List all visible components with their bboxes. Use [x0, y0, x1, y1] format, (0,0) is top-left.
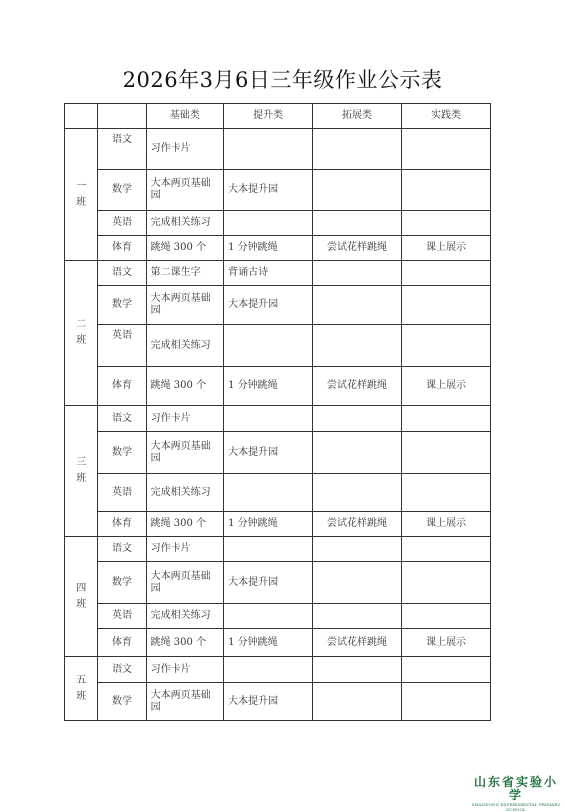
page-title: 2026年3月6日三年级作业公示表 — [122, 68, 443, 92]
subject-cell: 英语 — [98, 211, 146, 236]
extend-cell — [313, 562, 402, 604]
practice-cell: 课上展示 — [401, 629, 490, 657]
basic-cell: 大本两页基础园 — [146, 683, 223, 721]
class-label-cell — [65, 657, 98, 721]
subject-cell: 英语 — [98, 604, 146, 629]
table-row — [65, 367, 491, 406]
practice-cell — [401, 325, 490, 367]
class-label: 二 — [76, 319, 87, 330]
class-label-suffix: 班 — [76, 335, 87, 346]
school-logo-english: SHANDONG EXPERIMENTAL PRIMARY SCHOOL — [471, 802, 561, 812]
basic-cell: 第二课生字 — [146, 261, 223, 286]
improve-cell — [224, 604, 313, 629]
practice-cell: 课上展示 — [401, 367, 490, 406]
subject-cell: 语文 — [98, 406, 146, 432]
practice-cell — [401, 261, 490, 286]
extend-cell — [313, 657, 402, 683]
practice-cell — [401, 406, 490, 432]
basic-cell: 大本两页基础园 — [146, 286, 223, 325]
extend-cell — [313, 261, 402, 286]
extend-cell: 尝试花样跳绳 — [313, 629, 402, 657]
practice-cell — [401, 537, 490, 562]
subject-cell: 数学 — [98, 562, 146, 604]
school-logo — [468, 775, 564, 812]
extend-cell — [313, 432, 402, 474]
extend-cell — [313, 325, 402, 367]
table-row — [65, 170, 491, 211]
practice-cell — [401, 474, 490, 512]
practice-cell — [401, 657, 490, 683]
subject-cell: 数学 — [98, 683, 146, 721]
subject-cell: 数学 — [98, 286, 146, 325]
table-row — [65, 474, 491, 512]
header-improve: 提升类 — [224, 104, 313, 129]
table-row — [65, 211, 491, 236]
class-label-suffix: 班 — [76, 196, 87, 208]
basic-cell: 完成相关练习 — [146, 211, 223, 236]
subject-cell: 英语 — [98, 325, 146, 367]
improve-cell — [224, 657, 313, 683]
improve-cell: 1 分钟跳绳 — [224, 512, 313, 537]
extend-cell — [313, 604, 402, 629]
table-row — [65, 657, 491, 683]
improve-cell — [224, 474, 313, 512]
extend-cell: 尝试花样跳绳 — [313, 512, 402, 537]
header-basic: 基础类 — [146, 104, 223, 129]
basic-cell: 大本两页基础园 — [146, 432, 223, 474]
basic-cell: 大本两页基础园 — [146, 170, 223, 211]
basic-cell: 习作卡片 — [146, 406, 223, 432]
improve-cell: 大本提升园 — [224, 432, 313, 474]
practice-cell: 课上展示 — [401, 236, 490, 261]
practice-cell: 课上展示 — [401, 512, 490, 537]
class-label-cell — [65, 129, 98, 261]
improve-cell — [224, 537, 313, 562]
subject-cell: 体育 — [98, 512, 146, 537]
basic-cell: 大本两页基础园 — [146, 562, 223, 604]
table-header-row — [65, 104, 491, 129]
table-row — [65, 683, 491, 721]
subject-cell: 英语 — [98, 474, 146, 512]
basic-cell: 习作卡片 — [146, 129, 223, 170]
subject-cell: 数学 — [98, 432, 146, 474]
extend-cell — [313, 406, 402, 432]
practice-cell — [401, 286, 490, 325]
class-label-cell — [65, 537, 98, 657]
practice-cell — [401, 604, 490, 629]
extend-cell — [313, 537, 402, 562]
table-row — [65, 406, 491, 432]
class-label-suffix: 班 — [76, 473, 87, 484]
extend-cell — [313, 286, 402, 325]
basic-cell: 跳绳 300 个 — [146, 367, 223, 406]
subject-cell: 语文 — [98, 261, 146, 286]
improve-cell — [224, 211, 313, 236]
extend-cell: 尝试花样跳绳 — [313, 236, 402, 261]
basic-cell: 完成相关练习 — [146, 325, 223, 367]
table-row — [65, 432, 491, 474]
improve-cell: 1 分钟跳绳 — [224, 236, 313, 261]
subject-cell: 语文 — [98, 657, 146, 683]
improve-cell: 1 分钟跳绳 — [224, 367, 313, 406]
improve-cell: 大本提升园 — [224, 170, 313, 211]
basic-cell: 习作卡片 — [146, 657, 223, 683]
basic-cell: 跳绳 300 个 — [146, 629, 223, 657]
class-label-suffix: 班 — [76, 690, 87, 702]
table-row — [65, 236, 491, 261]
class-label: 四 — [76, 582, 87, 594]
extend-cell — [313, 170, 402, 211]
extend-cell — [313, 211, 402, 236]
subject-cell: 体育 — [98, 367, 146, 406]
subject-cell: 语文 — [98, 537, 146, 562]
extend-cell — [313, 683, 402, 721]
practice-cell — [401, 683, 490, 721]
header-corner-cell — [65, 104, 98, 129]
improve-cell — [224, 325, 313, 367]
table-row — [65, 261, 491, 286]
header-extend: 拓展类 — [313, 104, 402, 129]
subject-cell: 语文 — [98, 129, 146, 170]
table-row — [65, 129, 491, 170]
class-label: 一 — [76, 180, 87, 192]
school-logo-name: 山东省实验小学 — [473, 775, 558, 802]
extend-cell — [313, 129, 402, 170]
practice-cell — [401, 211, 490, 236]
practice-cell — [401, 432, 490, 474]
extend-cell: 尝试花样跳绳 — [313, 367, 402, 406]
basic-cell: 习作卡片 — [146, 537, 223, 562]
improve-cell — [224, 129, 313, 170]
subject-cell: 体育 — [98, 236, 146, 261]
practice-cell — [401, 129, 490, 170]
extend-cell — [313, 474, 402, 512]
table-row — [65, 604, 491, 629]
table-row — [65, 286, 491, 325]
class-label-suffix: 班 — [76, 598, 87, 610]
class-label-cell — [65, 406, 98, 537]
class-label: 三 — [76, 457, 87, 468]
improve-cell: 大本提升园 — [224, 562, 313, 604]
homework-table — [64, 103, 491, 721]
subject-cell: 体育 — [98, 629, 146, 657]
basic-cell: 跳绳 300 个 — [146, 512, 223, 537]
practice-cell — [401, 562, 490, 604]
improve-cell: 1 分钟跳绳 — [224, 629, 313, 657]
class-label-cell — [65, 261, 98, 406]
improve-cell: 大本提升园 — [224, 683, 313, 721]
table-row — [65, 512, 491, 537]
header-blank-cell — [98, 104, 146, 129]
basic-cell: 完成相关练习 — [146, 604, 223, 629]
improve-cell — [224, 406, 313, 432]
header-practice: 实践类 — [401, 104, 490, 129]
improve-cell: 背诵古诗 — [224, 261, 313, 286]
basic-cell: 跳绳 300 个 — [146, 236, 223, 261]
improve-cell: 大本提升园 — [224, 286, 313, 325]
table-row — [65, 562, 491, 604]
basic-cell: 完成相关练习 — [146, 474, 223, 512]
table-row — [65, 325, 491, 367]
table-row — [65, 537, 491, 562]
class-label: 五 — [76, 674, 87, 686]
table-row — [65, 629, 491, 657]
practice-cell — [401, 170, 490, 211]
subject-cell: 数学 — [98, 170, 146, 211]
